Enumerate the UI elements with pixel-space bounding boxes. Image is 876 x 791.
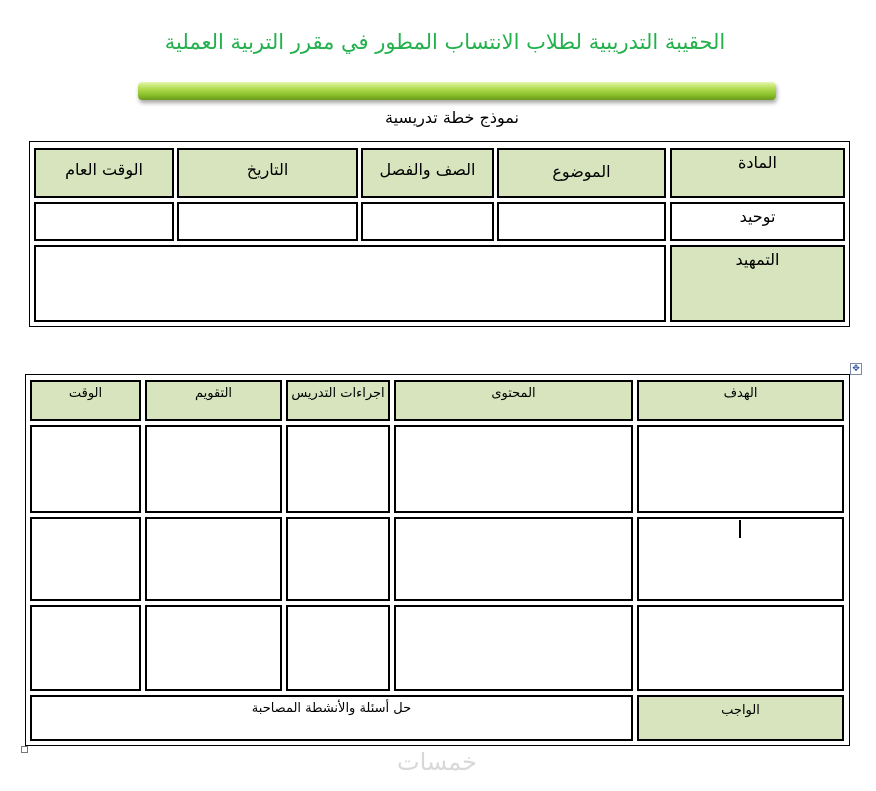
row1-goal-cell[interactable] <box>637 425 844 513</box>
topic-label: الموضوع <box>497 148 666 198</box>
row2-time-cell[interactable] <box>30 517 141 601</box>
goal-header: الهدف <box>637 380 844 421</box>
watermark-logo: خمسات <box>396 748 478 776</box>
row1-procedures-cell[interactable] <box>286 425 390 513</box>
row1-time-cell[interactable] <box>30 425 141 513</box>
grade-label: الصف والفصل <box>361 148 494 198</box>
total-time-value[interactable] <box>34 202 174 241</box>
plan-info-table <box>29 141 850 327</box>
lesson-table <box>25 374 850 746</box>
document-title: الحقيبة التدريبية لطلاب الانتساب المطور في مقرر التربية العملية <box>164 30 726 54</box>
row3-evaluation-cell[interactable] <box>145 605 282 691</box>
row2-evaluation-cell[interactable] <box>145 517 282 601</box>
subject-label: المادة <box>670 148 845 198</box>
row3-content-cell[interactable] <box>394 605 633 691</box>
time-header: الوقت <box>30 380 141 421</box>
table-resize-handle[interactable] <box>21 746 28 753</box>
intro-label: التمهيد <box>670 245 845 322</box>
homework-value[interactable]: حل أسئلة والأنشطة المصاحبة <box>30 695 633 741</box>
date-label: التاريخ <box>177 148 358 198</box>
row1-evaluation-cell[interactable] <box>145 425 282 513</box>
form-title: نموذج خطة تدريسية <box>385 108 519 127</box>
row3-time-cell[interactable] <box>30 605 141 691</box>
homework-label: الواجب <box>637 695 844 741</box>
subject-value[interactable]: توحيد <box>670 202 845 241</box>
row1-content-cell[interactable] <box>394 425 633 513</box>
procedures-header: اجراءات التدريس <box>286 380 390 421</box>
date-value[interactable] <box>177 202 358 241</box>
grade-value[interactable] <box>361 202 494 241</box>
row2-procedures-cell[interactable] <box>286 517 390 601</box>
row3-goal-cell[interactable] <box>637 605 844 691</box>
content-header: المحتوى <box>394 380 633 421</box>
row3-procedures-cell[interactable] <box>286 605 390 691</box>
table-move-handle-icon[interactable]: ✥ <box>850 363 862 375</box>
topic-value[interactable] <box>497 202 666 241</box>
row2-content-cell[interactable] <box>394 517 633 601</box>
text-cursor <box>739 520 741 538</box>
intro-value[interactable] <box>34 245 666 322</box>
decorative-bar <box>138 82 776 100</box>
total-time-label: الوقت العام <box>34 148 174 198</box>
evaluation-header: التقويم <box>145 380 282 421</box>
